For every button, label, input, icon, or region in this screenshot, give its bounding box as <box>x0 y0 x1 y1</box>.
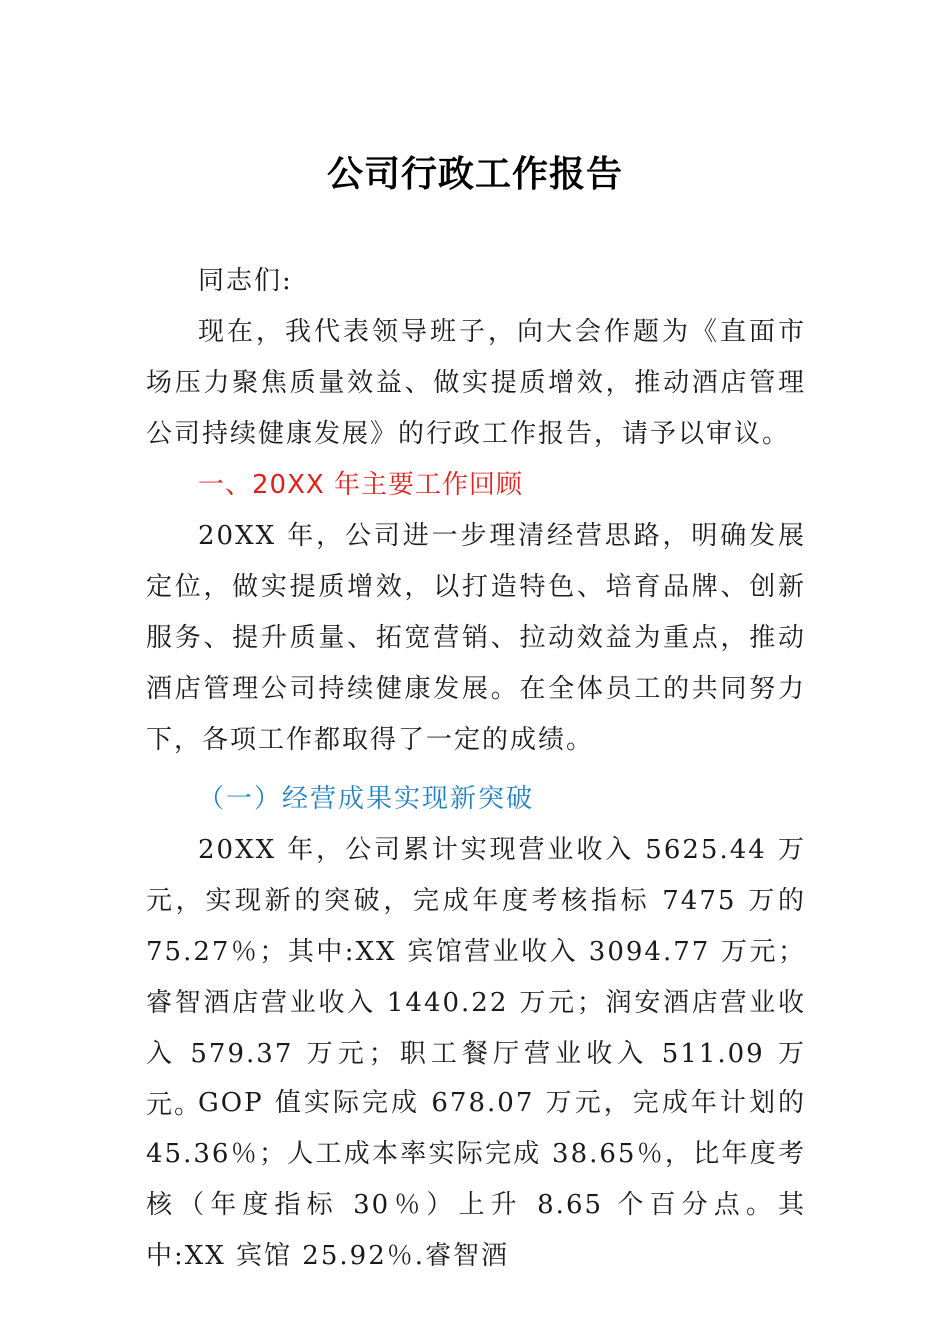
gop-paragraph: GOP 值实际完成 678.07 万元，完成年计划的 45.36％；人工成本率实际完成 38.65％，比年度考核（年度指标 30％）上升 8.65 个百分点。其中:XX 宾馆 25.92％.睿智酒 <box>146 1088 806 1271</box>
revenue-paragraph: 20XX 年，公司累计实现营业收入 5625.44 万元，实现新的突破，完成年度考核指标 7475 万的 75.27％；其中:XX 宾馆营业收入 3094.77 万元；睿智酒店营业收入 1440.22 万元；润安酒店营业收入 579.37 万元；职工餐厅营业收入 511.09 万元。 <box>146 835 806 1120</box>
subsection-heading-business-results: （一）经营成果实现新突破 <box>198 784 535 814</box>
intro-paragraph: 现在，我代表领导班子，向大会作题为《直面市场压力聚焦质量效益、做实提质增效，推动酒店管理公司持续健康发展》的行政工作报告，请予以审议。 <box>146 317 806 449</box>
document-title: 公司行政工作报告 <box>326 153 623 195</box>
section-heading-review: 一、20XX 年主要工作回顾 <box>198 470 523 500</box>
salutation: 同志们: <box>198 266 293 296</box>
section-review-paragraph: 20XX 年，公司进一步理清经营思路，明确发展定位，做实提质增效，以打造特色、培育品牌、创新服务、提升质量、拓宽营销、拉动效益为重点，推动酒店管理公司持续健康发展。在全体员工的共同努力下，各项工作都取得了一定的成绩。 <box>146 521 806 755</box>
